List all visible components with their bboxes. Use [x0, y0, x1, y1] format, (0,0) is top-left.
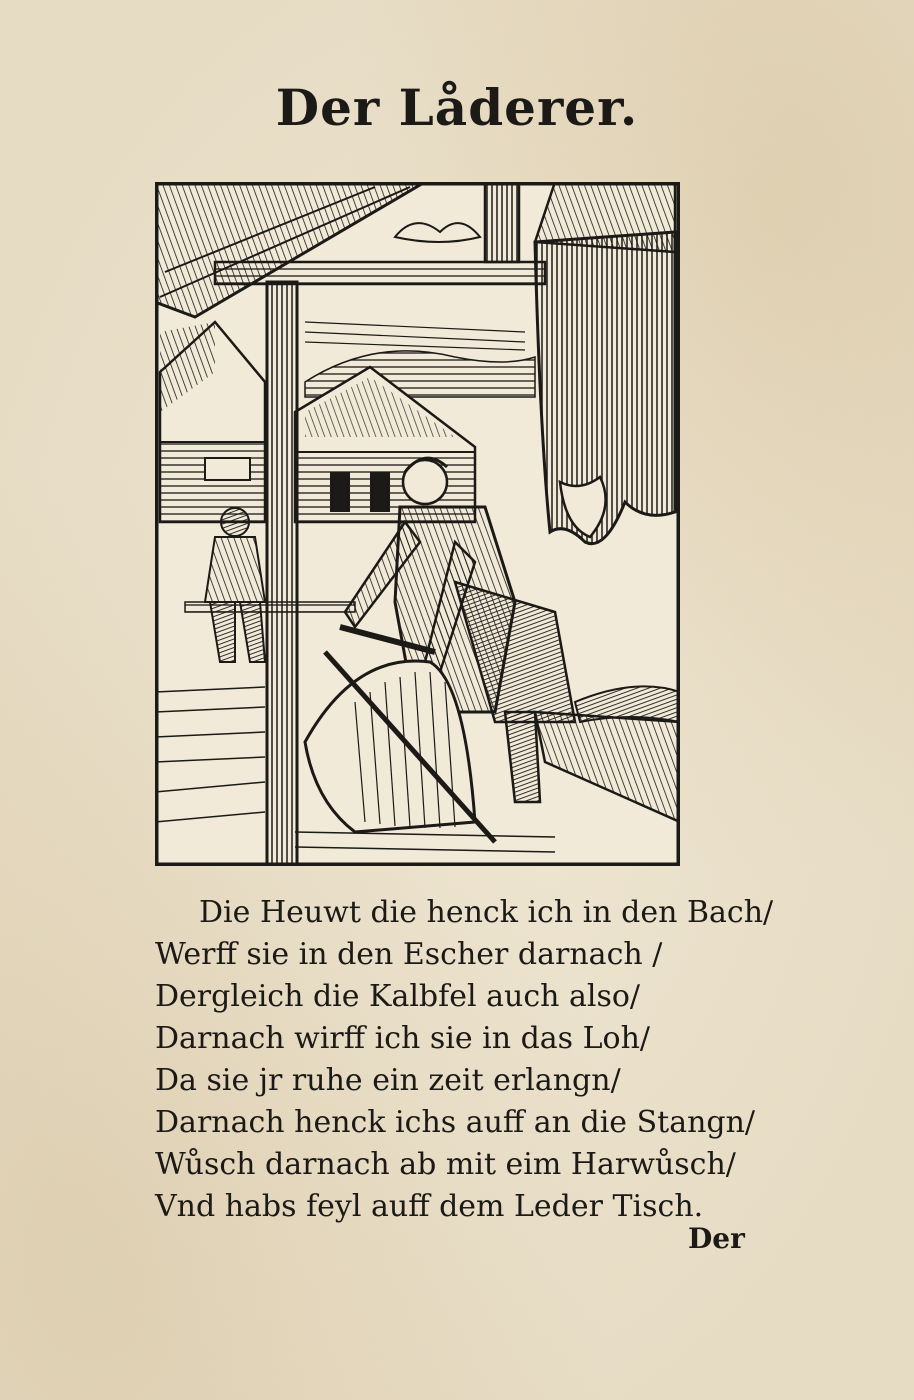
- verse-line: Werff sie in den Escher darnach /: [155, 937, 663, 972]
- verse-line: Darnach henck ichs auff an die Stangn/: [155, 1105, 756, 1140]
- verse-line: Die Heuwt die henck ich in den Bach/: [199, 895, 774, 930]
- verse-line: Wůsch darnach ab mit eim Harwůsch/: [155, 1147, 736, 1182]
- verse-line: Vnd habs feyl auff dem Leder Tisch.: [155, 1189, 704, 1224]
- woodcut-illustration: [155, 182, 680, 866]
- verse-line: Darnach wirff ich sie in das Loh/: [155, 1021, 651, 1056]
- catchword: Der: [688, 1222, 745, 1255]
- page-title: Der Låderer.: [275, 78, 639, 137]
- verse-line: Dergleich die Kalbfel auch also/: [155, 979, 641, 1014]
- verse-block: [155, 892, 775, 1228]
- verse-line: Da sie jr ruhe ein zeit erlangn/: [155, 1063, 621, 1098]
